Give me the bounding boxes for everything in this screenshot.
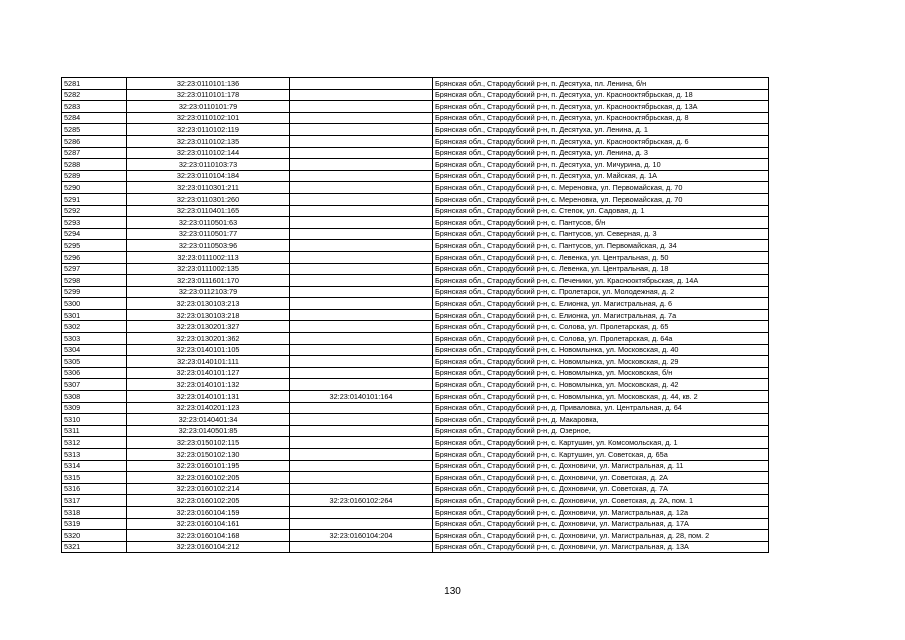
address-cell: Брянская обл., Стародубский р-н, с. Пролетарск, ул. Молодежная, д. 2 (433, 286, 769, 298)
row-number-cell: 5308 (62, 391, 127, 403)
cadastral-number-cell: 32:23:0110301:211 (127, 182, 290, 194)
row-number-cell: 5284 (62, 112, 127, 124)
row-number-cell: 5289 (62, 170, 127, 182)
row-number-cell: 5317 (62, 495, 127, 507)
cadastral-number-cell: 32:23:0130103:218 (127, 309, 290, 321)
linked-cadastral-number-cell (290, 298, 433, 310)
linked-cadastral-number-cell (290, 135, 433, 147)
address-cell: Брянская обл., Стародубский р-н, с. Новомлынка, ул. Московская, д. 42 (433, 379, 769, 391)
row-number-cell: 5282 (62, 89, 127, 101)
address-cell: Брянская обл., Стародубский р-н, п. Десятуха, ул. Краснооктябрьская, д. 13А (433, 101, 769, 113)
cadastral-number-cell: 32:23:0150102:115 (127, 437, 290, 449)
row-number-cell: 5312 (62, 437, 127, 449)
table-row (62, 402, 769, 414)
address-cell: Брянская обл., Стародубский р-н, с. Елионка, ул. Магистральная, д. 7а (433, 309, 769, 321)
linked-cadastral-number-cell (290, 182, 433, 194)
linked-cadastral-number-cell: 32:23:0160102:264 (290, 495, 433, 507)
table-row (62, 147, 769, 159)
row-number-cell: 5298 (62, 275, 127, 287)
linked-cadastral-number-cell (290, 506, 433, 518)
cadastral-number-cell: 32:23:0111002:135 (127, 263, 290, 275)
row-number-cell: 5295 (62, 240, 127, 252)
linked-cadastral-number-cell (290, 541, 433, 553)
linked-cadastral-number-cell (290, 251, 433, 263)
linked-cadastral-number-cell (290, 263, 433, 275)
table-row (62, 263, 769, 275)
linked-cadastral-number-cell (290, 518, 433, 530)
address-cell: Брянская обл., Стародубский р-н, с. Пантусов, ул. Северная, д. 3 (433, 228, 769, 240)
cadastral-number-cell: 32:23:0160104:159 (127, 506, 290, 518)
table-row (62, 541, 769, 553)
cadastral-number-cell: 32:23:0110104:184 (127, 170, 290, 182)
registry-table-body (62, 78, 769, 553)
address-cell: Брянская обл., Стародубский р-н, п. Десятуха, ул. Краснооктябрьская, д. 18 (433, 89, 769, 101)
address-cell: Брянская обл., Стародубский р-н, с. Дохновичи, ул. Магистральная, д. 11 (433, 460, 769, 472)
row-number-cell: 5292 (62, 205, 127, 217)
table-row (62, 170, 769, 182)
address-cell: Брянская обл., Стародубский р-н, с. Солова, ул. Пролетарская, д. 64а (433, 333, 769, 345)
cadastral-number-cell: 32:23:0160104:212 (127, 541, 290, 553)
row-number-cell: 5288 (62, 159, 127, 171)
cadastral-number-cell: 32:23:0140101:111 (127, 356, 290, 368)
linked-cadastral-number-cell (290, 112, 433, 124)
cadastral-number-cell: 32:23:0140401:34 (127, 414, 290, 426)
address-cell: Брянская обл., Стародубский р-н, с. Дохновичи, ул. Советская, д. 2А (433, 472, 769, 484)
cadastral-number-cell: 32:23:0160102:205 (127, 495, 290, 507)
linked-cadastral-number-cell (290, 228, 433, 240)
row-number-cell: 5283 (62, 101, 127, 113)
cadastral-number-cell: 32:23:0110501:63 (127, 217, 290, 229)
table-row (62, 460, 769, 472)
address-cell: Брянская обл., Стародубский р-н, д. Макаровка, (433, 414, 769, 426)
cadastral-number-cell: 32:23:0110102:119 (127, 124, 290, 136)
linked-cadastral-number-cell (290, 124, 433, 136)
linked-cadastral-number-cell (290, 449, 433, 461)
cadastral-number-cell: 32:23:0160102:214 (127, 483, 290, 495)
linked-cadastral-number-cell (290, 240, 433, 252)
table-row (62, 182, 769, 194)
linked-cadastral-number-cell (290, 286, 433, 298)
table-row (62, 193, 769, 205)
linked-cadastral-number-cell (290, 414, 433, 426)
row-number-cell: 5291 (62, 193, 127, 205)
address-cell: Брянская обл., Стародубский р-н, с. Новомлынка, ул. Московская, б/н (433, 367, 769, 379)
linked-cadastral-number-cell (290, 472, 433, 484)
row-number-cell: 5286 (62, 135, 127, 147)
address-cell: Брянская обл., Стародубский р-н, с. Новомлынка, ул. Московская, д. 29 (433, 356, 769, 368)
linked-cadastral-number-cell (290, 379, 433, 391)
address-cell: Брянская обл., Стародубский р-н, с. Левенка, ул. Центральная, д. 50 (433, 251, 769, 263)
row-number-cell: 5309 (62, 402, 127, 414)
cadastral-number-cell: 32:23:0160104:161 (127, 518, 290, 530)
address-cell: Брянская обл., Стародубский р-н, с. Новомлынка, ул. Московская, д. 44, кв. 2 (433, 391, 769, 403)
linked-cadastral-number-cell (290, 367, 433, 379)
row-number-cell: 5293 (62, 217, 127, 229)
cadastral-number-cell: 32:23:0140201:123 (127, 402, 290, 414)
linked-cadastral-number-cell (290, 275, 433, 287)
address-cell: Брянская обл., Стародубский р-н, с. Печеники, ул. Краснооктябрьская, д. 14А (433, 275, 769, 287)
table-row (62, 89, 769, 101)
table-row (62, 217, 769, 229)
table-row (62, 298, 769, 310)
cadastral-number-cell: 32:23:0130201:327 (127, 321, 290, 333)
table-row (62, 472, 769, 484)
linked-cadastral-number-cell (290, 344, 433, 356)
cadastral-number-cell: 32:23:0150102:130 (127, 449, 290, 461)
row-number-cell: 5296 (62, 251, 127, 263)
table-row (62, 530, 769, 542)
table-row (62, 367, 769, 379)
table-row (62, 425, 769, 437)
row-number-cell: 5310 (62, 414, 127, 426)
table-row (62, 356, 769, 368)
row-number-cell: 5320 (62, 530, 127, 542)
cadastral-number-cell: 32:23:0160101:195 (127, 460, 290, 472)
address-cell: Брянская обл., Стародубский р-н, с. Елионка, ул. Магистральная, д. 6 (433, 298, 769, 310)
linked-cadastral-number-cell (290, 402, 433, 414)
row-number-cell: 5311 (62, 425, 127, 437)
cadastral-number-cell: 32:23:0110101:136 (127, 78, 290, 90)
cadastral-number-cell: 32:23:0140501:85 (127, 425, 290, 437)
table-row (62, 437, 769, 449)
address-cell: Брянская обл., Стародубский р-н, п. Десятуха, пл. Ленина, б/н (433, 78, 769, 90)
address-cell: Брянская обл., Стародубский р-н, с. Дохновичи, ул. Советская, д. 2А, пом. 1 (433, 495, 769, 507)
row-number-cell: 5318 (62, 506, 127, 518)
row-number-cell: 5287 (62, 147, 127, 159)
row-number-cell: 5299 (62, 286, 127, 298)
table-row (62, 414, 769, 426)
row-number-cell: 5314 (62, 460, 127, 472)
address-cell: Брянская обл., Стародубский р-н, с. Картушин, ул. Комсомольская, д. 1 (433, 437, 769, 449)
linked-cadastral-number-cell (290, 147, 433, 159)
address-cell: Брянская обл., Стародубский р-н, с. Степок, ул. Садовая, д. 1 (433, 205, 769, 217)
address-cell: Брянская обл., Стародубский р-н, с. Картушин, ул. Советская, д. 65а (433, 449, 769, 461)
row-number-cell: 5302 (62, 321, 127, 333)
address-cell: Брянская обл., Стародубский р-н, с. Новомлынка, ул. Московская, д. 40 (433, 344, 769, 356)
row-number-cell: 5304 (62, 344, 127, 356)
table-row (62, 449, 769, 461)
row-number-cell: 5305 (62, 356, 127, 368)
address-cell: Брянская обл., Стародубский р-н, д. Приваловка, ул. Центральная, д. 64 (433, 402, 769, 414)
address-cell: Брянская обл., Стародубский р-н, с. Дохновичи, ул. Магистральная, д. 28, пом. 2 (433, 530, 769, 542)
row-number-cell: 5313 (62, 449, 127, 461)
cadastral-number-cell: 32:23:0111002:113 (127, 251, 290, 263)
cadastral-number-cell: 32:23:0160104:168 (127, 530, 290, 542)
linked-cadastral-number-cell (290, 460, 433, 472)
cadastral-number-cell: 32:23:0110101:79 (127, 101, 290, 113)
table-row (62, 240, 769, 252)
address-cell: Брянская обл., Стародубский р-н, д. Озерное, (433, 425, 769, 437)
linked-cadastral-number-cell (290, 483, 433, 495)
table-row (62, 309, 769, 321)
cadastral-number-cell: 32:23:0140101:105 (127, 344, 290, 356)
row-number-cell: 5301 (62, 309, 127, 321)
cadastral-number-cell: 32:23:0110102:101 (127, 112, 290, 124)
address-cell: Брянская обл., Стародубский р-н, с. Пантусов, ул. Первомайская, д. 34 (433, 240, 769, 252)
row-number-cell: 5303 (62, 333, 127, 345)
address-cell: Брянская обл., Стародубский р-н, с. Пантусов, б/н (433, 217, 769, 229)
table-row (62, 101, 769, 113)
linked-cadastral-number-cell (290, 321, 433, 333)
linked-cadastral-number-cell (290, 159, 433, 171)
address-cell: Брянская обл., Стародубский р-н, с. Левенка, ул. Центральная, д. 18 (433, 263, 769, 275)
linked-cadastral-number-cell (290, 425, 433, 437)
address-cell: Брянская обл., Стародубский р-н, п. Десятуха, ул. Ленина, д. 3 (433, 147, 769, 159)
cadastral-number-cell: 32:23:0110503:96 (127, 240, 290, 252)
table-row (62, 483, 769, 495)
page-number: 130 (444, 586, 461, 597)
linked-cadastral-number-cell (290, 217, 433, 229)
row-number-cell: 5321 (62, 541, 127, 553)
table-row (62, 135, 769, 147)
address-cell: Брянская обл., Стародубский р-н, с. Мереновка, ул. Первомайская, д. 70 (433, 182, 769, 194)
cadastral-number-cell: 32:23:0130103:213 (127, 298, 290, 310)
property-registry-table (61, 77, 769, 553)
table-row (62, 344, 769, 356)
linked-cadastral-number-cell: 32:23:0140101:164 (290, 391, 433, 403)
linked-cadastral-number-cell (290, 101, 433, 113)
row-number-cell: 5290 (62, 182, 127, 194)
row-number-cell: 5306 (62, 367, 127, 379)
address-cell: Брянская обл., Стародубский р-н, с. Дохновичи, ул. Магистральная, д. 17А (433, 518, 769, 530)
table-row (62, 228, 769, 240)
table-row (62, 333, 769, 345)
cadastral-number-cell: 32:23:0140101:127 (127, 367, 290, 379)
table-row (62, 321, 769, 333)
table-row (62, 112, 769, 124)
table-row (62, 78, 769, 90)
address-cell: Брянская обл., Стародубский р-н, п. Десятуха, ул. Мичурина, д. 10 (433, 159, 769, 171)
linked-cadastral-number-cell: 32:23:0160104:204 (290, 530, 433, 542)
address-cell: Брянская обл., Стародубский р-н, п. Десятуха, ул. Майская, д. 1А (433, 170, 769, 182)
address-cell: Брянская обл., Стародубский р-н, п. Десятуха, ул. Ленина, д. 1 (433, 124, 769, 136)
row-number-cell: 5300 (62, 298, 127, 310)
address-cell: Брянская обл., Стародубский р-н, п. Десятуха, ул. Краснооктябрьская, д. 8 (433, 112, 769, 124)
row-number-cell: 5297 (62, 263, 127, 275)
cadastral-number-cell: 32:23:0160102:205 (127, 472, 290, 484)
address-cell: Брянская обл., Стародубский р-н, с. Дохновичи, ул. Магистральная, д. 13А (433, 541, 769, 553)
address-cell: Брянская обл., Стародубский р-н, п. Десятуха, ул. Краснооктябрьская, д. 6 (433, 135, 769, 147)
cadastral-number-cell: 32:23:0110501:77 (127, 228, 290, 240)
linked-cadastral-number-cell (290, 356, 433, 368)
address-cell: Брянская обл., Стародубский р-н, с. Мереновка, ул. Первомайская, д. 70 (433, 193, 769, 205)
table-row (62, 205, 769, 217)
table-row (62, 379, 769, 391)
linked-cadastral-number-cell (290, 170, 433, 182)
table-row (62, 275, 769, 287)
address-cell: Брянская обл., Стародубский р-н, с. Дохновичи, ул. Советская, д. 7А (433, 483, 769, 495)
address-cell: Брянская обл., Стародубский р-н, с. Солова, ул. Пролетарская, д. 65 (433, 321, 769, 333)
table-row (62, 506, 769, 518)
cadastral-number-cell: 32:23:0140101:132 (127, 379, 290, 391)
cadastral-number-cell: 32:23:0110301:260 (127, 193, 290, 205)
table-row (62, 124, 769, 136)
row-number-cell: 5316 (62, 483, 127, 495)
cadastral-number-cell: 32:23:0110102:135 (127, 135, 290, 147)
cadastral-number-cell: 32:23:0112103:79 (127, 286, 290, 298)
linked-cadastral-number-cell (290, 437, 433, 449)
row-number-cell: 5294 (62, 228, 127, 240)
row-number-cell: 5307 (62, 379, 127, 391)
table-row (62, 286, 769, 298)
cadastral-number-cell: 32:23:0111601:170 (127, 275, 290, 287)
table-row (62, 391, 769, 403)
linked-cadastral-number-cell (290, 333, 433, 345)
linked-cadastral-number-cell (290, 309, 433, 321)
cadastral-number-cell: 32:23:0130201:362 (127, 333, 290, 345)
linked-cadastral-number-cell (290, 193, 433, 205)
linked-cadastral-number-cell (290, 205, 433, 217)
row-number-cell: 5319 (62, 518, 127, 530)
table-row (62, 518, 769, 530)
row-number-cell: 5285 (62, 124, 127, 136)
cadastral-number-cell: 32:23:0140101:131 (127, 391, 290, 403)
table-row (62, 251, 769, 263)
cadastral-number-cell: 32:23:0110401:165 (127, 205, 290, 217)
cadastral-number-cell: 32:23:0110102:144 (127, 147, 290, 159)
table-row (62, 495, 769, 507)
cadastral-number-cell: 32:23:0110103:73 (127, 159, 290, 171)
linked-cadastral-number-cell (290, 89, 433, 101)
cadastral-number-cell: 32:23:0110101:178 (127, 89, 290, 101)
row-number-cell: 5281 (62, 78, 127, 90)
address-cell: Брянская обл., Стародубский р-н, с. Дохновичи, ул. Магистральная, д. 12а (433, 506, 769, 518)
linked-cadastral-number-cell (290, 78, 433, 90)
row-number-cell: 5315 (62, 472, 127, 484)
table-row (62, 159, 769, 171)
